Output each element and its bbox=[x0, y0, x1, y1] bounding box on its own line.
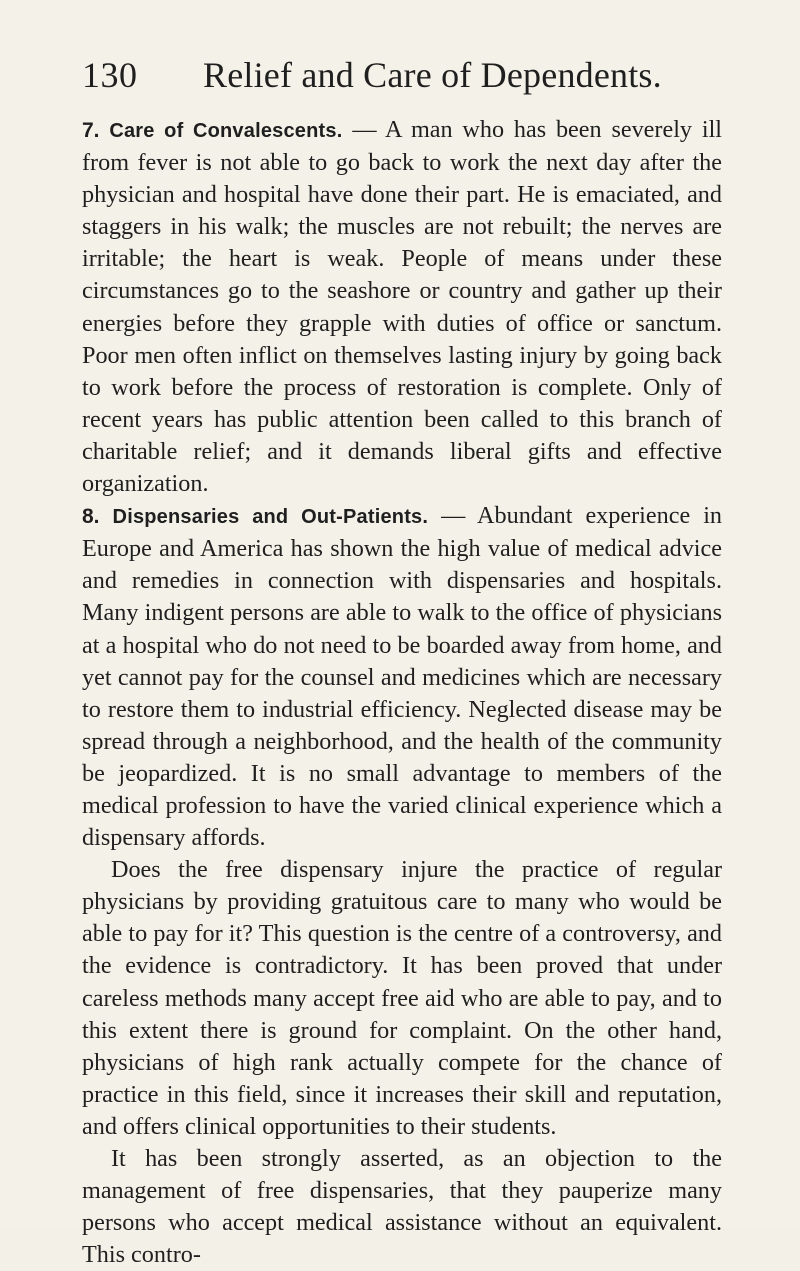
paragraph-text: It has been strongly asserted, as an objection to the management of free dispensaries, that they pauperize many persons who accept medical assistance without an equivalent. This contro- bbox=[82, 1145, 722, 1269]
section-heading: Dispensaries and Out-Patients. bbox=[112, 506, 429, 529]
paragraph-pauperize-objection bbox=[82, 1143, 722, 1271]
section-heading: Care of Convalescents. bbox=[109, 120, 343, 142]
body-text bbox=[82, 114, 722, 1271]
section-number: 8. bbox=[82, 505, 100, 529]
paragraph-text: — Abundant experience in Europe and America has shown the high value of medical advice and remedies in connection with dispensaries and hospitals. Many indigent persons are able to walk to the office of physicians at a hospital who do not need to be boarded away from home, and yet cannot pay for the counsel and medicines which are necessary to restore them to industrial efficiency. Neglected disease may be spread through a neighborhood, and the health of the community be jeopardized. It is no small advantage to members of the medical profession to have the varied clinical experience which a dispensary affords. bbox=[82, 502, 723, 852]
paragraph-free-dispensary-question bbox=[82, 854, 722, 1143]
page-number: 130 bbox=[82, 55, 138, 95]
paragraph-text: — A man who has been severely ill from fever is not able to go back to work the next day after the physician and hospital have done their part. He is emaciated, and staggers in his walk; the muscles are not rebuilt; the nerves are irritable; the heart is weak. People of means under these circumstances go to the seashore or country and gather up their energies before they grapple with duties of office or sanctum. Poor men often inflict on themselves lasting injury by going back to work before the process of restoration is complete. Only of recent years has public attention been called to this branch of charitable relief; and it demands liberal gifts and effective organization. bbox=[82, 116, 723, 498]
paragraph-dispensaries bbox=[82, 500, 722, 854]
paragraph-text: Does the free dispensary injure the practice of regular physicians by providing gratuitous care to many who would be able to pay for it? This question is the centre of a controversy, and the evidence is contradictory. It has been proved that under careless methods many accept free aid who are able to pay, and to this extent there is ground for complaint. On the other hand, physicians of high rank actually compete for the chance of practice in this field, since it increases their skill and reputation, and offers clinical opportunities to their students. bbox=[82, 856, 722, 1140]
paragraph-care-of-convalescents bbox=[82, 114, 722, 500]
running-head bbox=[82, 50, 722, 110]
section-number: 7. bbox=[82, 119, 100, 142]
running-title: Relief and Care of Dependents. bbox=[203, 55, 662, 95]
